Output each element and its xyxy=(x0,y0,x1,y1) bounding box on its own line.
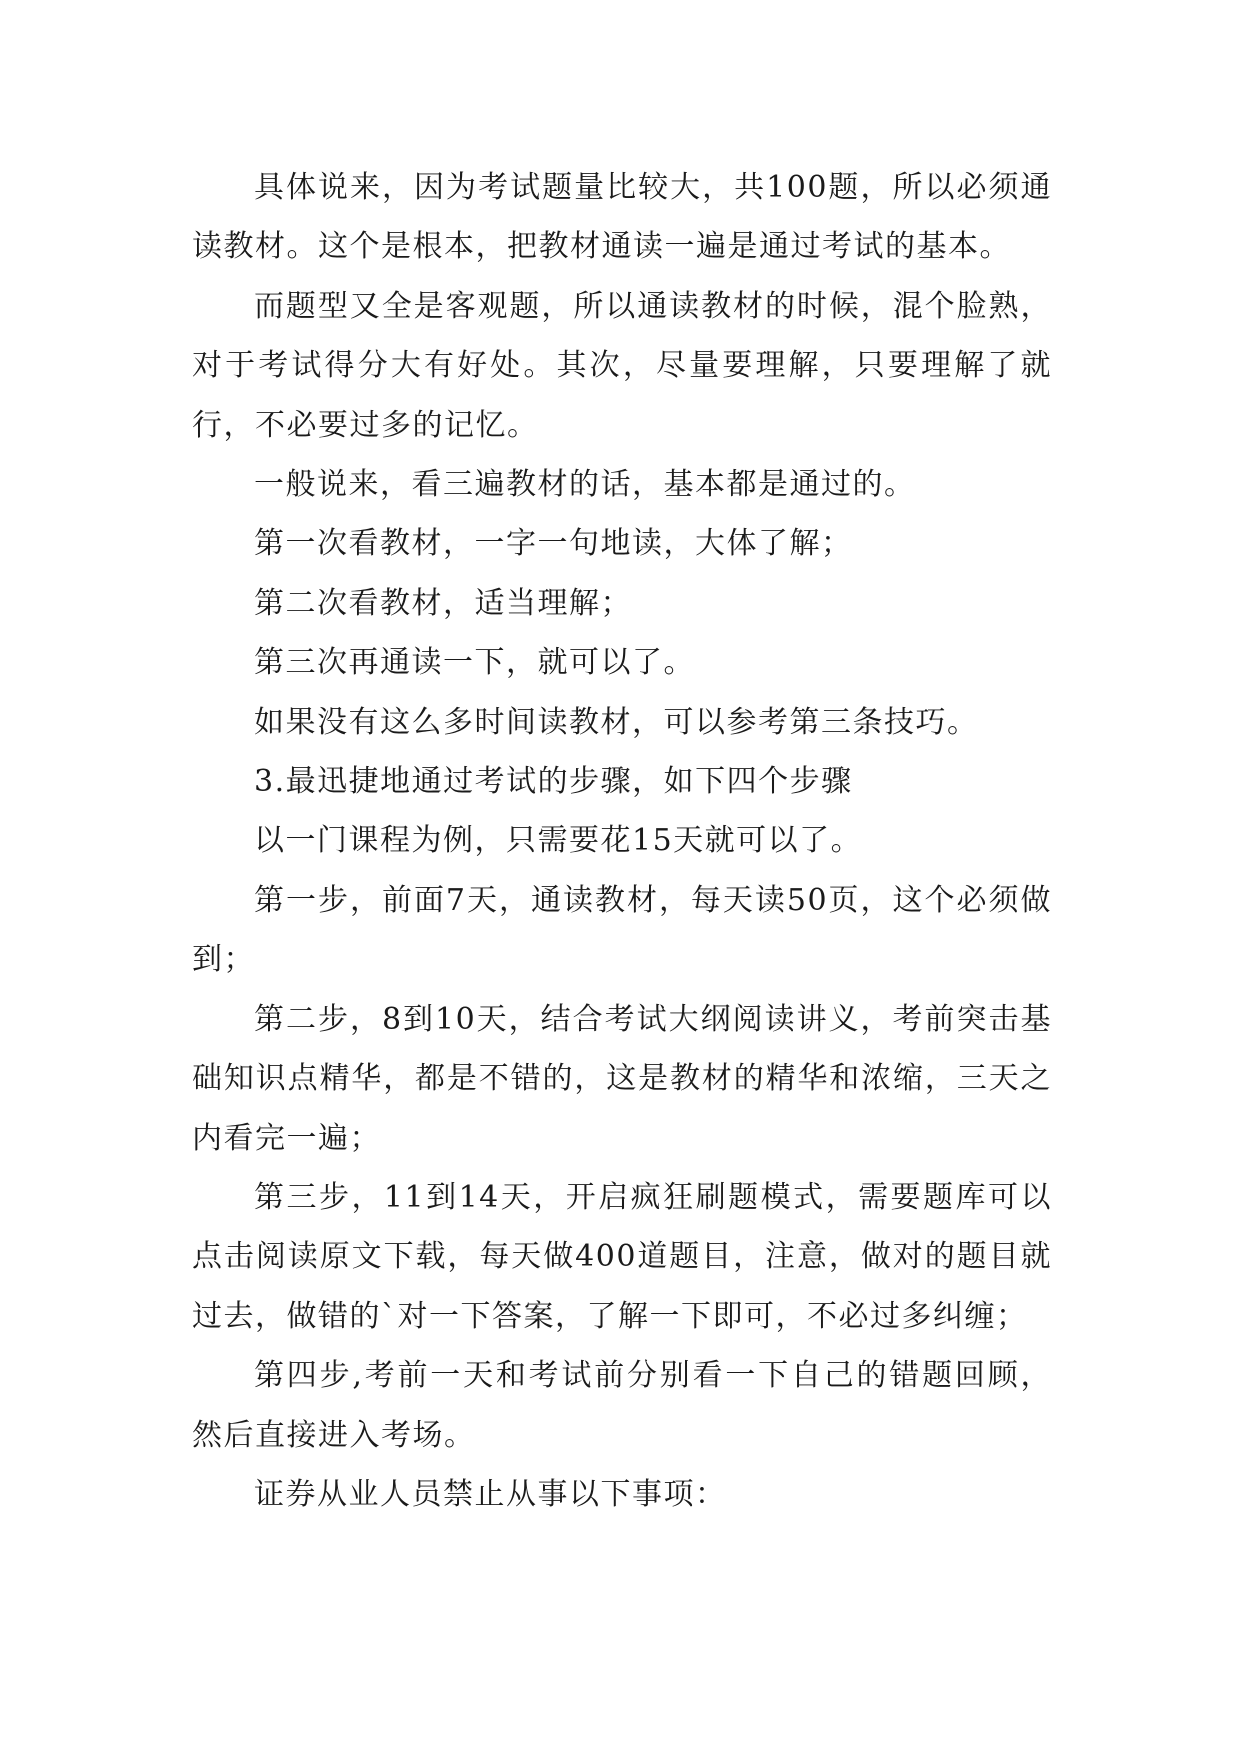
paragraph-3: 一般说来，看三遍教材的话，基本都是通过的。 xyxy=(254,467,916,503)
paragraph-11: 第二步，8到10天，结合考试大纲阅读讲义，考前突击基础知识点精华，都是不错的，这是教材的精华和浓缩，三天之内看完一遍； xyxy=(192,1001,1052,1156)
paragraph-1: 具体说来，因为考试题量比较大，共100题，所以必须通读教材。这个是根本，把教材通读一遍是通过考试的基本。 xyxy=(192,170,1052,265)
paragraph-2: 而题型又全是客观题，所以通读教材的时候，混个脸熟，对于考试得分大有好处。其次，尽量要理解，只要理解了就行，不必要过多的记忆。 xyxy=(192,288,1052,443)
paragraph-10: 第一步，前面7天，通读教材，每天读50页，这个必须做到； xyxy=(192,882,1052,978)
paragraph-9: 以一门课程为例，只需要花15天就可以了。 xyxy=(254,823,863,859)
paragraph-4: 第一次看教材，一字一句地读，大体了解； xyxy=(254,526,853,562)
paragraph-14: 证券从业人员禁止从事以下事项： xyxy=(254,1476,727,1512)
document-body xyxy=(192,158,1052,1524)
paragraph-8: 3.最迅捷地通过考试的步骤，如下四个步骤 xyxy=(254,764,853,800)
paragraph-6: 第三次再通读一下，就可以了。 xyxy=(254,645,695,681)
paragraph-7: 如果没有这么多时间读教材，可以参考第三条技巧。 xyxy=(254,704,979,740)
paragraph-13: 第四步,考前一天和考试前分别看一下自己的错题回顾，然后直接进入考场。 xyxy=(192,1358,1052,1453)
paragraph-5: 第二次看教材，适当理解； xyxy=(254,585,632,621)
paragraph-12: 第三步，11到14天，开启疯狂刷题模式，需要题库可以点击阅读原文下载，每天做400道题目，注意，做对的题目就过去，做错的`对一下答案，了解一下即可，不必过多纠缠； xyxy=(192,1179,1052,1334)
